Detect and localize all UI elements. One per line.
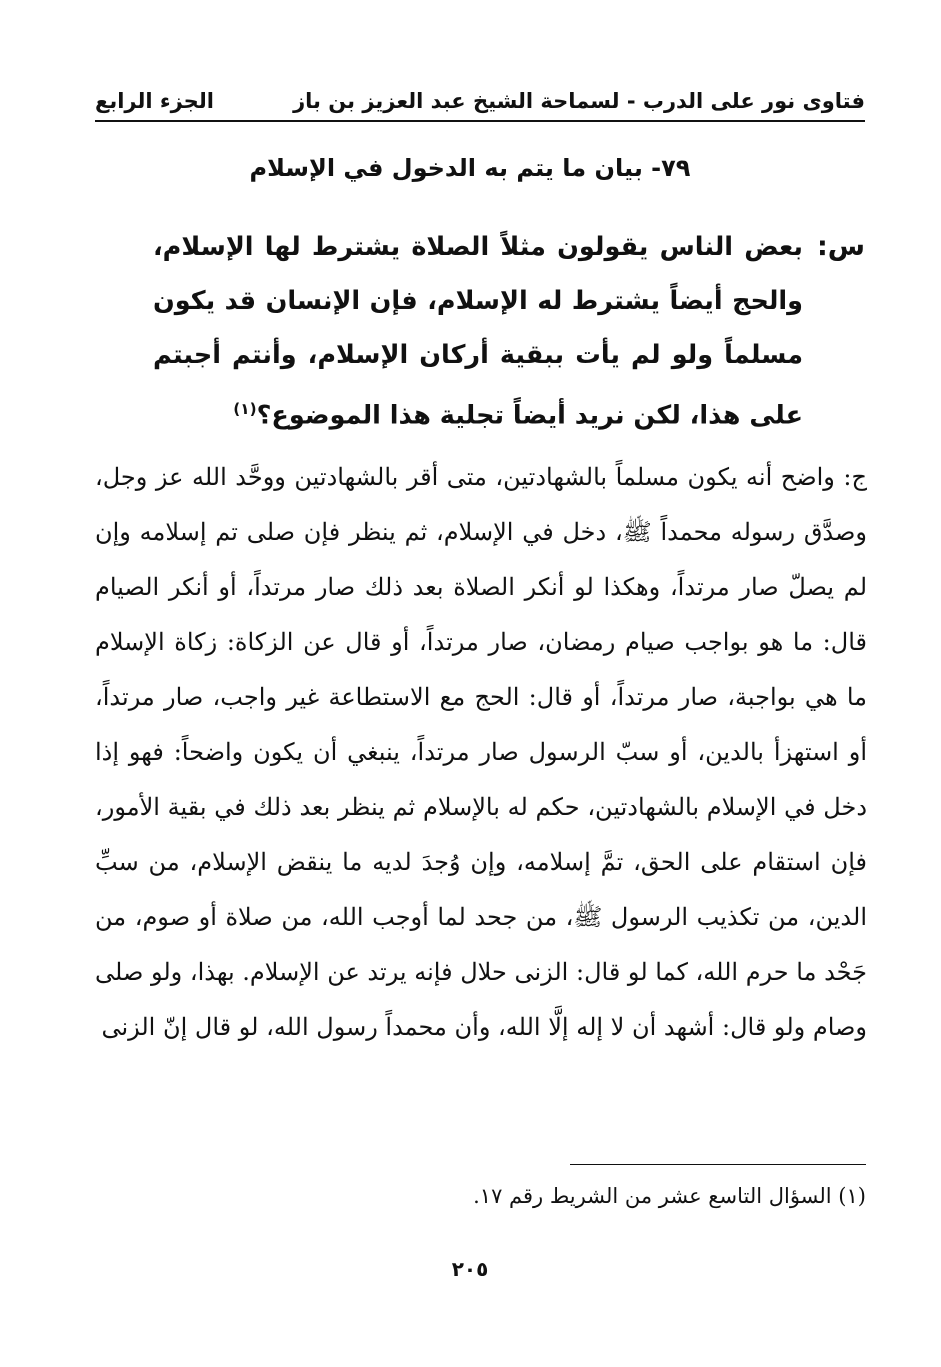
header-part-label: الجزء الرابع [95,89,214,113]
question-text: بعض الناس يقولون مثلاً الصلاة يشترط لها الإسلام، والحج أيضاً يشترط له الإسلام، فإن الإنسان قد يكون مسلماً ولو لم يأت ببقية أركان الإسلام، وأنتم أجبتم على هذا، لكن نريد أيضاً تجلية هذا الموضوع؟ [153,232,803,431]
question-text-wrapper [153,220,803,443]
answer-text: واضح أنه يكون مسلماً بالشهادتين، متى أقر بالشهادتين ووحَّد الله عز وجل، وصدَّق رسوله محمداً ﷺ، دخل في الإسلام، ثم ينظر فإن صلى تم إسلامه وإن لم يصلّ صار مرتداً، وهكذا لو أنكر الصلاة بعد ذلك صار مرتداً، أو أنكر الصيام قال: ما هو بواجب صيام رمضان، صار مرتداً، أو قال عن الزكاة: زكاة الإسلام ما هي بواجبة، صار مرتداً، أو قال: الحج مع الاستطاعة غير واجب، صار مرتداً، أو استهزأ بالدين، أو سبّ الرسول صار مرتداً، ينبغي أن يكون واضحاً: فهو إذا دخل في الإسلام بالشهادتين، حكم له بالإسلام ثم ينظر بعد ذلك في بقية الأمور، فإن استقام على الحق، تمَّ إسلامه، وإن وُجدَ لديه ما ينقض الإسلام، من سبِّ الدين، من تكذيب الرسول ﷺ، من جحد لما أوجب الله، من صلاة أو صوم، من جَحْد ما حرم الله، كما لو قال: الزنى حلال فإنه يرتد عن الإسلام. بهذا، ولو صلى وصام ولو قال: أشهد أن لا إله إلَّا الله، وأن محمداً رسول الله، لو قال إنّ الزنى [95,463,868,1041]
header-title: فتاوى نور على الدرب - لسماحة الشيخ عبد العزيز بن باز [293,89,865,113]
answer-block [95,450,867,1055]
answer-marker: ج: [843,463,867,491]
question-marker: س: [816,231,865,262]
footnote: (١) السؤال التاسع عشر من الشريط رقم ١٧. [473,1184,866,1208]
question-block [115,220,865,445]
page-number: ٢٠٥ [451,1257,489,1281]
running-header [95,86,865,120]
question-footnote-ref: (١) [233,400,257,418]
section-title: ٧٩- بيان ما يتم به الدخول في الإسلام [249,154,691,182]
header-rule [95,120,865,122]
footnote-rule [570,1164,866,1165]
